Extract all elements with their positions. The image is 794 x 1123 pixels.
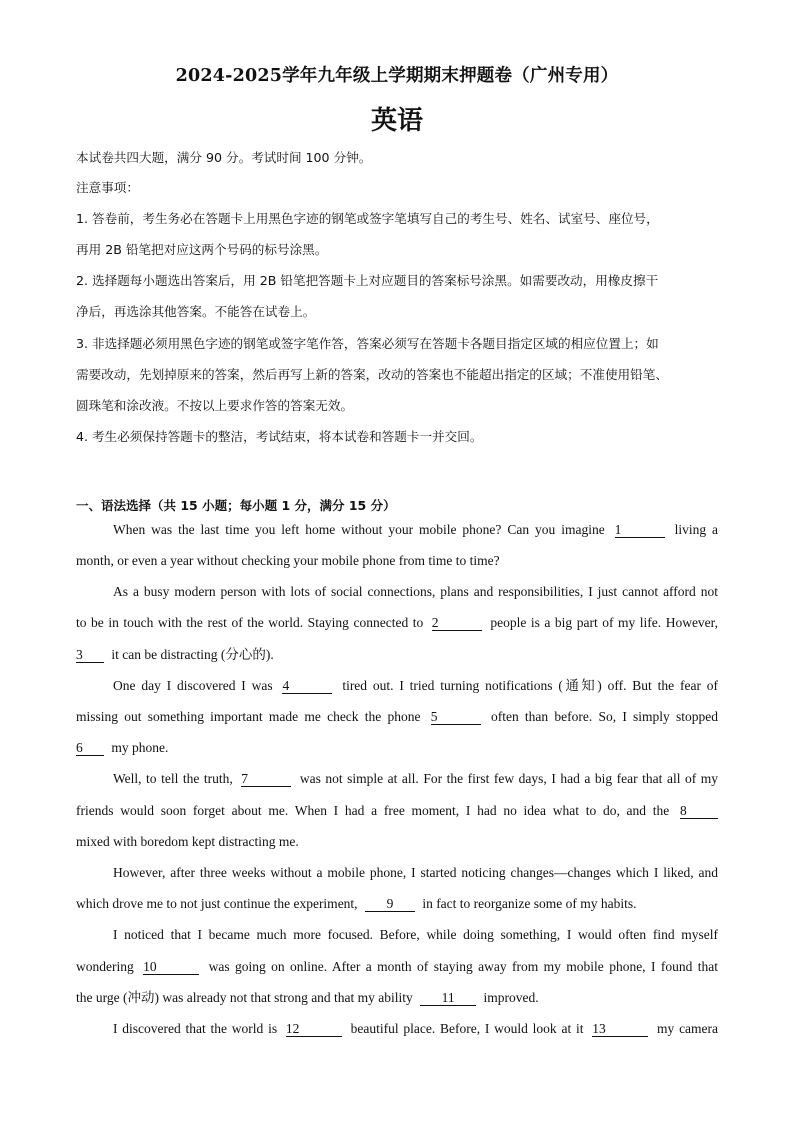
passage-text: often than before. So, I simply stopped	[490, 709, 719, 724]
passage-text: friends would soon forget about me. When I had a free moment, I had no idea what to do, and the	[76, 803, 670, 818]
passage-text: One day I discovered I was	[113, 678, 273, 693]
passage-line: As a busy modern person with lots of social connections, plans and responsibilities, I just cannot afford not	[113, 584, 718, 599]
passage-line	[76, 802, 718, 820]
passage-text: missing out something important made me check the phone	[76, 709, 421, 724]
passage-line: month, or even a year without checking your mobile phone from time to time?	[76, 553, 500, 568]
passage-line: However, after three weeks without a mobile phone, I started noticing changes—changes which I liked, and	[113, 865, 718, 880]
answer-blank[interactable]: 3	[76, 648, 104, 663]
passage-text: was going on online. After a month of staying away from my mobile phone, I found that	[208, 959, 719, 974]
passage-line	[76, 708, 718, 726]
instruction-line: 4. 考生必须保持答题卡的整洁，考试结束，将本试卷和答题卡一并交回。	[76, 429, 483, 444]
instruction-line: 再用 2B 铅笔把对应这两个号码的标号涂黑。	[76, 242, 328, 257]
passage-text: When was the last time you left home without your mobile phone? Can you imagine	[113, 522, 605, 537]
exam-title: 2024-2025学年九年级上学期期末押题卷（广州专用）	[175, 66, 619, 86]
passage-text: the urge (冲动) was already not that strong and that my ability	[76, 990, 413, 1005]
passage-text: was not simple at all. For the first few days, I had a big fear that all of my	[299, 771, 718, 786]
passage-line	[76, 958, 718, 976]
passage-text: tired out. I tried turning notifications (通知) off. But the fear of	[342, 678, 719, 693]
passage-line	[76, 614, 718, 632]
answer-blank[interactable]: 6	[76, 741, 104, 756]
instruction-line: 2. 选择题每小题选出答案后，用 2B 铅笔把答题卡上对应题目的答案标号涂黑。如需要改动，用橡皮擦干	[76, 273, 659, 288]
answer-blank[interactable]: 4	[282, 679, 332, 694]
instruction-line: 需要改动，先划掉原来的答案，然后再写上新的答案，改动的答案也不能超出指定的区域；不准使用铅笔、	[76, 367, 668, 382]
passage-text: which drove me to not just continue the experiment,	[76, 896, 358, 911]
instruction-line: 本试卷共四大题，满分 90 分。考试时间 100 分钟。	[76, 150, 372, 165]
passage-line	[113, 770, 718, 788]
passage-text: living a	[674, 522, 719, 537]
answer-blank[interactable]: 1	[615, 523, 665, 538]
answer-blank[interactable]: 13	[592, 1022, 648, 1037]
passage-text: my phone.	[111, 740, 169, 755]
passage-text: wondering	[76, 959, 134, 974]
passage-line: mixed with boredom kept distracting me.	[76, 834, 299, 849]
passage-text: improved.	[483, 990, 539, 1005]
passage-text: Well, to tell the truth,	[113, 771, 233, 786]
answer-blank[interactable]: 10	[143, 960, 199, 975]
instruction-line: 圆珠笔和涂改液。不按以上要求作答的答案无效。	[76, 398, 354, 413]
passage-text: my camera	[657, 1021, 719, 1036]
instruction-line: 1. 答卷前，考生务必在答题卡上用黑色字迹的钢笔或签字笔填写自己的考生号、姓名、试室号、座位号，	[76, 211, 659, 226]
instruction-line: 净后，再选涂其他答案。不能答在试卷上。	[76, 304, 316, 319]
passage-line	[76, 989, 718, 1007]
answer-blank[interactable]: 2	[432, 616, 482, 631]
passage-line	[76, 895, 718, 913]
passage-text: beautiful place. Before, I would look at it	[350, 1021, 584, 1036]
answer-blank[interactable]: 11	[420, 991, 476, 1006]
passage-text: I discovered that the world is	[113, 1021, 278, 1036]
subject-title: 英语	[370, 106, 423, 136]
passage-line	[76, 739, 718, 757]
instruction-line: 注意事项：	[76, 180, 139, 195]
section-heading: 一、语法选择（共 15 小题；每小题 1 分，满分 15 分）	[76, 498, 396, 513]
passage-text: to be in touch with the rest of the world. Staying connected to	[76, 615, 424, 630]
answer-blank[interactable]: 12	[286, 1022, 342, 1037]
passage-line	[113, 1020, 718, 1038]
passage-text: people is a big part of my life. However,	[490, 615, 719, 630]
answer-blank[interactable]: 7	[241, 772, 291, 787]
passage-line: I noticed that I became much more focused. Before, while doing something, I would often find myself	[113, 927, 718, 942]
passage-line	[113, 521, 718, 539]
answer-blank[interactable]: 5	[431, 710, 481, 725]
passage-line	[113, 677, 718, 695]
instruction-line: 3. 非选择题必须用黑色字迹的钢笔或签字笔作答，答案必须写在答题卡各题目指定区域的相应位置上；如	[76, 336, 659, 351]
passage-text: in fact to reorganize some of my habits.	[422, 896, 637, 911]
answer-blank[interactable]: 9	[365, 897, 415, 912]
passage-text: it can be distracting (分心的).	[111, 647, 274, 662]
answer-blank[interactable]: 8	[680, 804, 718, 819]
passage-line	[76, 646, 718, 664]
